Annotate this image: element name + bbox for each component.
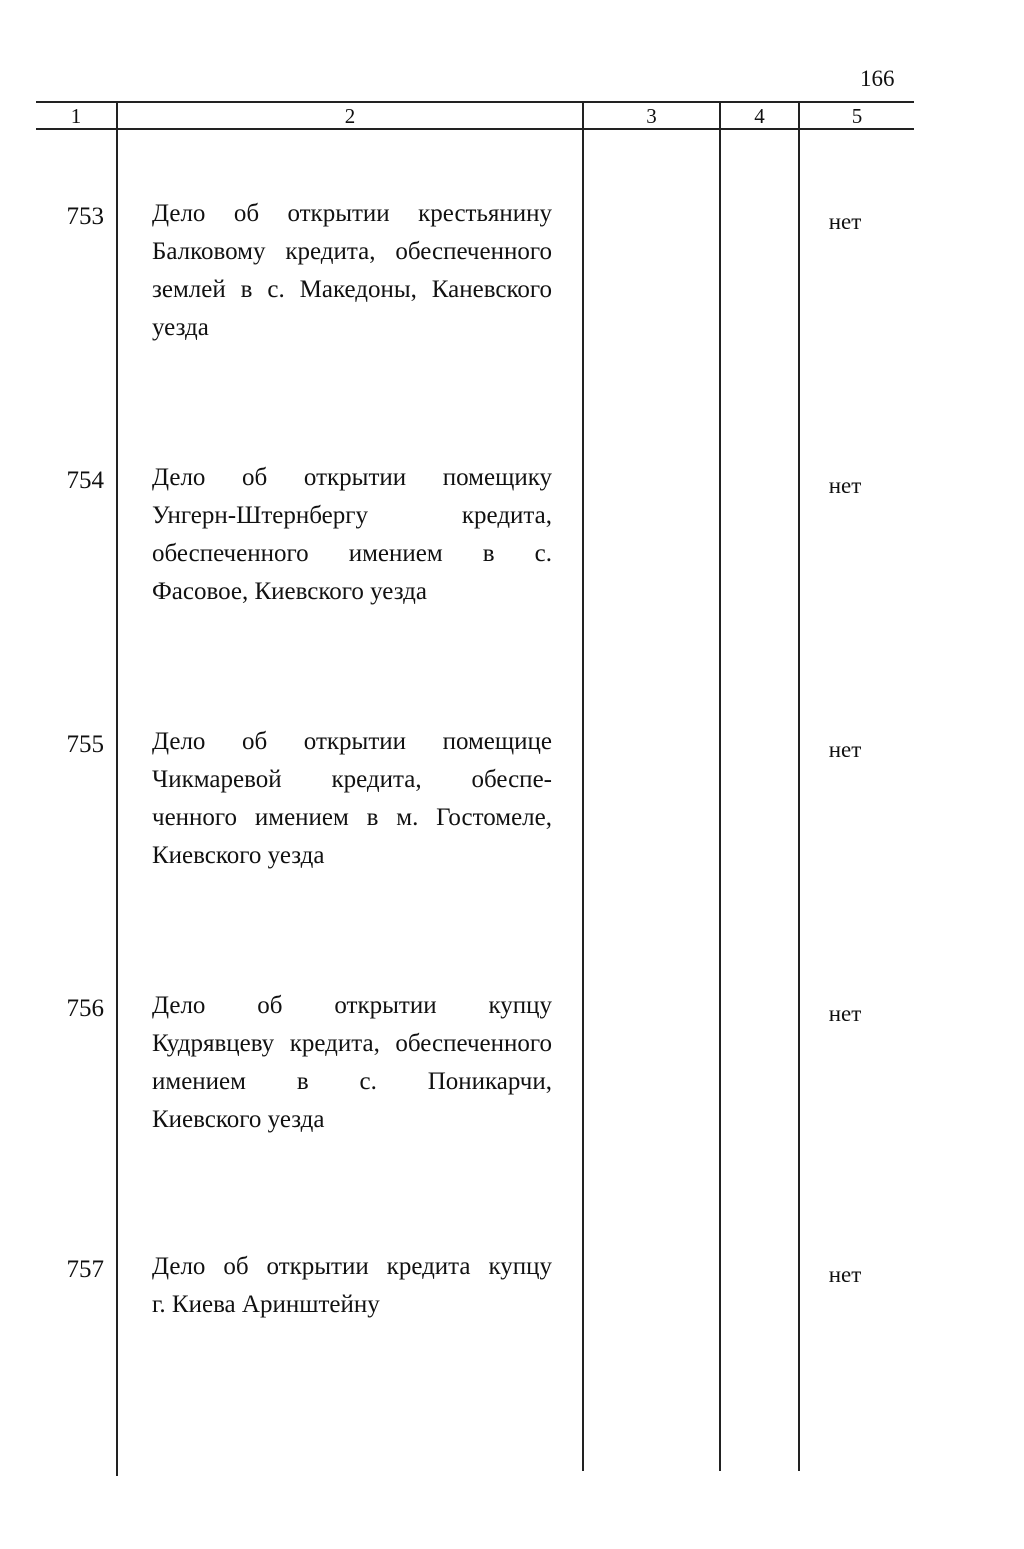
column-5-value: нет [828, 1001, 862, 1026]
table-top-rule [36, 101, 914, 103]
case-description [152, 723, 552, 875]
case-description [152, 1248, 552, 1324]
column-header-2: 2 [344, 104, 356, 128]
description-line: имением в с. Поникарчи, [152, 1068, 552, 1095]
column-5-value: нет [828, 209, 862, 234]
description-line: Дело об открытии крестьянину [152, 200, 552, 227]
description-line: Унгерн-Штернбергу кредита, [152, 502, 552, 529]
description-line: Чикмаревой кредита, обеспе- [152, 766, 552, 793]
page-number: 166 [860, 66, 895, 91]
description-line: уезда [152, 314, 209, 341]
case-description [152, 459, 552, 611]
column-divider [719, 101, 721, 1471]
description-line: ченного имением в м. Гостомеле, [152, 804, 552, 831]
case-number: 755 [66, 731, 104, 758]
column-header-3: 3 [646, 104, 657, 128]
description-line: Киевского уезда [152, 1106, 325, 1133]
case-description [152, 195, 552, 347]
description-line: Дело об открытии помещице [152, 728, 552, 755]
description-line: г. Киева Аринштейну [152, 1291, 380, 1318]
column-5-value: нет [828, 473, 862, 498]
column-header-5: 5 [851, 104, 863, 128]
description-line: Балковому кредита, обеспеченного [152, 238, 552, 265]
description-line: Киевского уезда [152, 842, 325, 869]
case-number: 757 [66, 1256, 104, 1283]
column-divider [582, 101, 584, 1471]
column-5-value: нет [828, 737, 862, 762]
column-5-value: нет [828, 1262, 862, 1287]
description-line: Дело об открытии купцу [152, 992, 552, 1019]
column-header-4: 4 [754, 104, 765, 128]
case-number: 754 [66, 467, 104, 494]
column-header-1: 1 [70, 104, 82, 128]
description-line: Кудрявцеву кредита, обеспеченного [152, 1030, 552, 1057]
case-number: 756 [66, 995, 104, 1022]
description-line: Дело об открытии помещику [152, 464, 552, 491]
description-line: обеспеченного имением в с. [152, 540, 552, 567]
description-line: Дело об открытии кредита купцу [152, 1253, 552, 1280]
case-number: 753 [66, 203, 104, 230]
description-line: землей в с. Македоны, Каневского [152, 276, 552, 303]
case-description [152, 987, 552, 1139]
description-line: Фасовое, Киевского уезда [152, 578, 427, 605]
column-divider [116, 101, 118, 1476]
